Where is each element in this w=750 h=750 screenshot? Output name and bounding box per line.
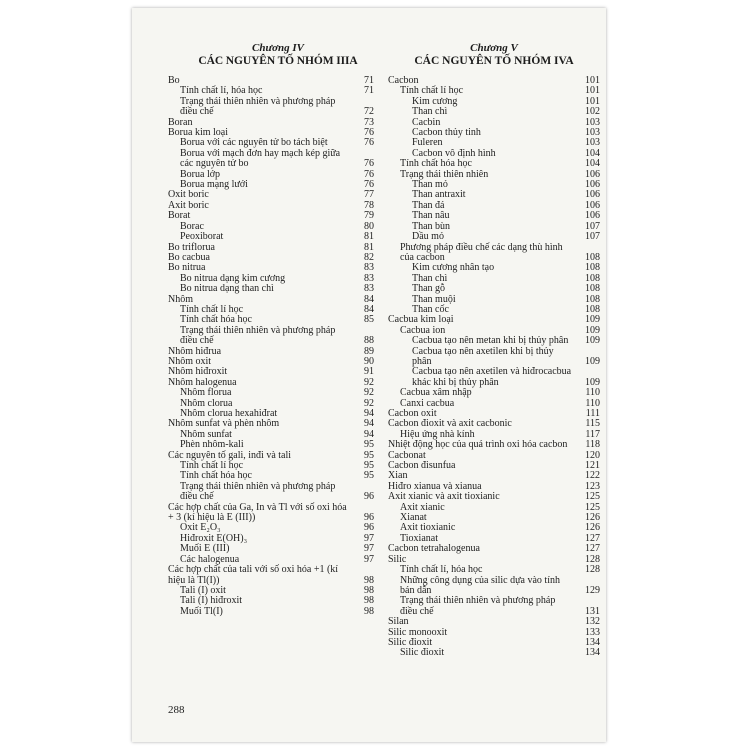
toc-entry-page: 81 xyxy=(364,231,374,243)
toc-entry-page: 77 xyxy=(364,189,374,201)
toc-entry-page: 127 xyxy=(585,532,600,544)
toc-entry-page: 96 xyxy=(364,491,374,503)
toc-entry-page: 126 xyxy=(585,522,600,534)
toc-entry-page: 128 xyxy=(585,553,600,565)
toc-entry-page: 88 xyxy=(364,335,374,347)
toc-entry-title: Kim cương nhân tạo xyxy=(412,262,495,274)
toc-entry-page: 85 xyxy=(364,314,374,326)
toc-entry-page: 97 xyxy=(364,543,374,555)
toc-entry-title: Cacbon xyxy=(388,75,419,86)
toc-entry-title: Bo nitrua dạng than chì xyxy=(180,283,274,295)
toc-entry-title: Bo nitrua dạng kim cương xyxy=(180,272,286,284)
toc-entry xyxy=(168,149,388,170)
toc-entry-title: Cacbin xyxy=(412,116,441,128)
toc-entry-page: 132 xyxy=(585,616,600,628)
toc-entry xyxy=(388,576,600,597)
toc-entry xyxy=(168,97,388,118)
toc-entry-title: Than chì xyxy=(412,272,448,284)
toc-entry-page: 107 xyxy=(585,220,600,232)
toc-entry-title: Silic đioxit xyxy=(400,647,445,659)
toc-entry-page: 83 xyxy=(364,272,374,284)
toc-entry xyxy=(168,284,388,294)
toc-entry-page: 97 xyxy=(364,553,374,565)
toc-entry-page: 92 xyxy=(364,376,374,388)
toc-entry-page: 71 xyxy=(364,85,374,97)
toc-entry-page: 91 xyxy=(364,366,374,378)
toc-entry-page: 106 xyxy=(585,189,600,201)
toc-entry-page: 103 xyxy=(585,127,600,139)
toc-entry-title: Những công dụng của silic dựa vào tính bán dẫn xyxy=(400,574,560,596)
toc-entry-page: 76 xyxy=(364,168,374,180)
toc-entry-title: Borac xyxy=(180,220,204,232)
toc-entry-title: Cacbua ion xyxy=(400,324,446,336)
toc-entry-title: Các nguyên tố gali, inđi và tali xyxy=(168,449,292,461)
toc-entry-title: Than mỏ xyxy=(412,179,448,191)
toc-entry-title: Trạng thái thiên nhiên và phương pháp điều chế xyxy=(180,95,336,118)
toc-entry-title: Cacbon đisunfua xyxy=(388,460,456,472)
toc-entry-page: 108 xyxy=(585,293,600,305)
toc-entry-page: 84 xyxy=(364,293,374,305)
toc-entry-page: 108 xyxy=(585,272,600,284)
toc-entry-page: 103 xyxy=(585,116,600,128)
toc-entry-title: Trạng thái thiên nhiên và phương pháp điều chế xyxy=(180,324,336,347)
toc-entry xyxy=(388,544,600,554)
toc-entry-page: 97 xyxy=(364,532,374,544)
toc-entry-page: 108 xyxy=(585,251,600,263)
toc-entry-title: Than chì xyxy=(412,106,448,118)
toc-entry-title: Cacbon thủy tinh xyxy=(412,127,481,139)
toc-entry-page: 73 xyxy=(364,116,374,128)
toc-entry-title: Kim cương xyxy=(412,95,458,107)
toc-entry-page: 111 xyxy=(585,408,600,419)
toc-entry-title: Borat xyxy=(168,210,191,222)
toc-entry-title: Tính chất lí, hóa học xyxy=(180,85,263,97)
toc-entry-title: Trạng thái thiên nhiên và phương pháp điều chế xyxy=(180,480,336,503)
toc-entry-title: Silic xyxy=(388,553,407,565)
toc-entry-title: Axit boric xyxy=(168,199,209,211)
chapter-title: CÁC NGUYÊN TỐ NHÓM IVA xyxy=(414,55,574,67)
toc-entry-title: Than nâu xyxy=(412,210,450,222)
toc-entry-page: 101 xyxy=(585,95,600,107)
toc-entry xyxy=(168,503,388,524)
toc-entry-page: 83 xyxy=(364,262,374,274)
toc-entry-title: Silan xyxy=(388,616,409,628)
toc-entry-page: 92 xyxy=(364,387,374,399)
toc-entry-page: 127 xyxy=(585,543,600,555)
toc-entry-page: 106 xyxy=(585,179,600,191)
toc-entry-page: 94 xyxy=(364,418,374,430)
toc-entry-title: Axit xianic và axit tioxianic xyxy=(388,491,500,503)
chapter-label: Chương IV xyxy=(252,42,304,54)
toc-entry-page: 79 xyxy=(364,210,374,222)
toc-entry-page: 96 xyxy=(364,512,374,524)
toc-entry-page: 108 xyxy=(585,303,600,315)
toc-entry-page: 81 xyxy=(364,241,374,253)
toc-column-chapter-4 xyxy=(168,42,388,617)
toc-entry xyxy=(168,565,388,586)
toc-entry-page: 89 xyxy=(364,345,374,357)
toc-entry-title: Silic monooxit xyxy=(388,626,448,638)
toc-entry-title: Cacbon tetrahalogenua xyxy=(388,543,480,555)
toc-entry-title: Boran xyxy=(168,116,193,128)
toc-entry-page: 98 xyxy=(364,605,374,617)
toc-entry-title: Tali (I) hiđroxit xyxy=(180,595,243,607)
toc-entry-title: Than muội xyxy=(412,293,456,305)
toc-entry-page: 108 xyxy=(585,283,600,295)
toc-entry-page: 110 xyxy=(585,397,600,409)
toc-entry-title: Cacbon đioxit và axit cacbonic xyxy=(388,418,512,430)
toc-entry-page: 107 xyxy=(585,231,600,243)
toc-entry xyxy=(168,607,388,617)
toc-entry-page: 121 xyxy=(585,460,600,472)
toc-entry-title: Phương pháp điều chế các dạng thù hình của cacbon xyxy=(400,241,563,263)
toc-entry-page: 78 xyxy=(364,199,374,211)
toc-entry-page: 134 xyxy=(585,636,600,648)
toc-entry-title: Axit xianic xyxy=(400,501,445,513)
toc-entry-title: Canxi cacbua xyxy=(400,397,455,409)
toc-entry-title: Than bùn xyxy=(412,220,451,232)
toc-entries xyxy=(388,76,600,659)
toc-entry-title: Fuleren xyxy=(412,137,443,149)
book-page xyxy=(132,8,606,742)
toc-entry-title: Bo xyxy=(168,75,180,86)
toc-entry-title: Cacbua tạo nên axetilen khi bị thủy phân xyxy=(412,345,554,367)
toc-entry-title: Nhôm florua xyxy=(180,387,232,399)
toc-entry-page: 95 xyxy=(364,449,374,461)
toc-entry-title: Cacbua tạo nên metan khi bị thủy phân xyxy=(412,335,569,347)
toc-entries xyxy=(168,76,388,617)
toc-entry-page: 115 xyxy=(585,418,600,430)
toc-entry-page: 109 xyxy=(585,376,600,388)
toc-entry-page: 90 xyxy=(364,355,374,367)
toc-entry-page: 83 xyxy=(364,283,374,295)
toc-entry-title: Nhôm hiđroxit xyxy=(168,366,228,378)
toc-entry-page: 122 xyxy=(585,470,600,482)
toc-entry-page: 104 xyxy=(585,147,600,159)
toc-entry-page: 126 xyxy=(585,512,600,524)
toc-entry-page: 133 xyxy=(585,626,600,638)
toc-entry xyxy=(388,596,600,617)
toc-entry-page: 92 xyxy=(364,397,374,409)
toc-entry-page: 109 xyxy=(585,335,600,347)
toc-entry-page: 117 xyxy=(585,428,600,440)
toc-entry xyxy=(388,243,600,264)
toc-entry-title: Tioxianat xyxy=(400,532,438,544)
toc-entry-title: Silic đioxit xyxy=(388,636,433,648)
toc-entry-page: 110 xyxy=(585,387,600,399)
toc-entry-title: Các hợp chất của Ga, In và Tl với số oxi hóa + 3 (kí hiệu là E (III)) xyxy=(168,501,347,524)
toc-entry-page: 109 xyxy=(585,355,600,367)
toc-entry-title: Muối E (III) xyxy=(180,543,230,555)
toc-entry-title: Nhiệt động học của quá trình oxi hóa cacbon xyxy=(388,439,568,451)
toc-entry-title: Tính chất hóa học xyxy=(400,158,472,170)
toc-entry-title: Các hợp chất của tali với số oxi hóa +1 (kí hiệu là Tl(I)) xyxy=(168,564,339,586)
toc-entry-page: 125 xyxy=(585,491,600,503)
toc-column-chapter-5 xyxy=(388,42,600,659)
toc-entry-page: 95 xyxy=(364,470,374,482)
toc-entry-title: Cacbonat xyxy=(388,449,426,461)
toc-entry xyxy=(388,461,600,471)
toc-entry-page: 128 xyxy=(585,564,600,576)
toc-entry-title: Borua lớp xyxy=(180,168,221,180)
toc-entry-title: Dầu mỏ xyxy=(412,231,444,243)
toc-entry-title: Tính chất lí học xyxy=(180,303,244,315)
toc-entry-title: Cacbua xâm nhập xyxy=(400,387,472,399)
toc-entry-title: Nhôm halogenua xyxy=(168,376,237,388)
toc-entry-page: 104 xyxy=(585,158,600,170)
toc-entry-page: 123 xyxy=(585,480,600,492)
toc-entry-title: Tali (I) oxit xyxy=(180,584,226,596)
toc-entry-title: Axit tioxianic xyxy=(400,522,456,534)
toc-entry-page: 109 xyxy=(585,324,600,336)
toc-entry-title: Trạng thái thiên nhiên và phương pháp điều chế xyxy=(400,595,556,617)
toc-entry-page: 76 xyxy=(364,158,374,170)
toc-entry xyxy=(388,347,600,368)
toc-entry xyxy=(168,201,388,211)
toc-entry-page: 106 xyxy=(585,210,600,222)
toc-entry-title: Nhôm sunfat và phèn nhôm xyxy=(168,418,280,430)
toc-entry-title: Tính chất hóa học xyxy=(180,314,252,326)
toc-entry-page: 103 xyxy=(585,137,600,149)
toc-entry-page: 76 xyxy=(364,127,374,139)
toc-entry-title: Tính chất lí, hóa học xyxy=(400,564,483,576)
toc-entry-page: 76 xyxy=(364,137,374,149)
toc-entry-title: Nhôm sunfat xyxy=(180,428,232,440)
toc-entry-page: 108 xyxy=(585,262,600,274)
toc-entry-page: 134 xyxy=(585,647,600,659)
toc-entry-title: Phèn nhôm-kali xyxy=(180,439,244,451)
toc-entry-title: Nhôm clorua hexahiđrat xyxy=(180,408,278,419)
toc-entry-page: 129 xyxy=(585,584,600,596)
toc-entry-page: 96 xyxy=(364,522,374,534)
toc-entry-title: Borua với các nguyên tử bo tách biệt xyxy=(180,137,328,149)
toc-entry-page: 102 xyxy=(585,106,600,118)
toc-entry-title: Xianat xyxy=(400,512,427,524)
toc-entry-title: Các halogenua xyxy=(180,553,240,565)
toc-entry-title: Tính chất lí học xyxy=(400,85,464,97)
toc-entry-title: Bo nitrua xyxy=(168,262,206,274)
toc-entry-title: Than cốc xyxy=(412,303,449,315)
toc-entry-title: Nhôm hiđrua xyxy=(168,345,222,357)
toc-entry-title: Tính chất lí học xyxy=(180,460,244,472)
toc-entry-page: 76 xyxy=(364,179,374,191)
toc-entry-page: 118 xyxy=(585,439,600,451)
toc-entry-title: Cacbua kim loại xyxy=(388,314,454,326)
toc-entry-title: Oxit boric xyxy=(168,189,209,201)
toc-entry-title: Peoxiborat xyxy=(180,231,224,243)
toc-entry xyxy=(168,326,388,347)
toc-entry-title: Tính chất hóa học xyxy=(180,470,252,482)
toc-entry-page: 98 xyxy=(364,595,374,607)
toc-entry-page: 72 xyxy=(364,106,374,118)
toc-entry-page: 125 xyxy=(585,501,600,513)
toc-entry-page: 95 xyxy=(364,460,374,472)
toc-entry-title: Than gỗ xyxy=(412,283,446,295)
toc-entry xyxy=(388,648,600,658)
toc-entry-page: 94 xyxy=(364,408,374,419)
toc-entry-title: Hiđroxit E(OH)₃ xyxy=(180,532,248,544)
chapter-label: Chương V xyxy=(470,42,518,54)
toc-entry-page: 80 xyxy=(364,220,374,232)
toc-entry-page: 95 xyxy=(364,439,374,451)
toc-entry-title: Muối Tl(I) xyxy=(180,605,223,617)
toc-entry-title: Cacbon oxit xyxy=(388,408,437,419)
toc-entry-title: Nhôm oxit xyxy=(168,355,212,367)
toc-entry-title: Than đá xyxy=(412,199,445,211)
toc-entry-page: 101 xyxy=(585,75,600,86)
toc-entry-page: 82 xyxy=(364,251,374,263)
toc-entry-page: 131 xyxy=(585,605,600,617)
toc-entry xyxy=(168,482,388,503)
toc-entry-title: Hiệu ứng nhà kính xyxy=(400,428,475,440)
toc-entry-title: Borua với mạch đơn hay mạch kép giữa các nguyên tử bo xyxy=(180,147,341,170)
page-number: 288 xyxy=(168,704,185,716)
toc-entry-page: 101 xyxy=(585,85,600,97)
toc-entry-title: Bo cacbua xyxy=(168,251,210,263)
toc-entry-page: 98 xyxy=(364,584,374,596)
toc-entry-page: 98 xyxy=(364,574,374,586)
toc-entry-title: Than antraxit xyxy=(412,189,466,201)
toc-entry-title: Cacbua tạo nên axetilen và hiđrocacbua khác khi bị thủy phân xyxy=(412,366,572,388)
toc-entry-page: 94 xyxy=(364,428,374,440)
toc-entry-title: Nhôm clorua xyxy=(180,397,233,409)
chapter-title: CÁC NGUYÊN TỐ NHÓM IIIA xyxy=(198,55,358,67)
toc-entry-page: 109 xyxy=(585,314,600,326)
toc-entry-title: Borua mạng lưới xyxy=(180,179,248,191)
toc-entry-title: Hiđro xianua và xianua xyxy=(388,480,482,492)
toc-entry-title: Trạng thái thiên nhiên xyxy=(400,168,489,180)
toc-entry-page: 71 xyxy=(364,75,374,86)
toc-entry xyxy=(388,367,600,388)
toc-entry-title: Oxit E₂O₃ xyxy=(180,522,221,534)
toc-entry-title: Xian xyxy=(388,470,408,482)
toc-entry-title: Bo triflorua xyxy=(168,241,215,253)
toc-entry-title: Cacbon vô định hình xyxy=(412,147,496,159)
toc-entry-page: 106 xyxy=(585,168,600,180)
toc-entry-title: Borua kim loại xyxy=(168,127,228,139)
toc-entry-title: Nhôm xyxy=(168,293,193,305)
toc-entry-page: 84 xyxy=(364,303,374,315)
toc-entry-page: 120 xyxy=(585,449,600,461)
toc-entry-page: 106 xyxy=(585,199,600,211)
